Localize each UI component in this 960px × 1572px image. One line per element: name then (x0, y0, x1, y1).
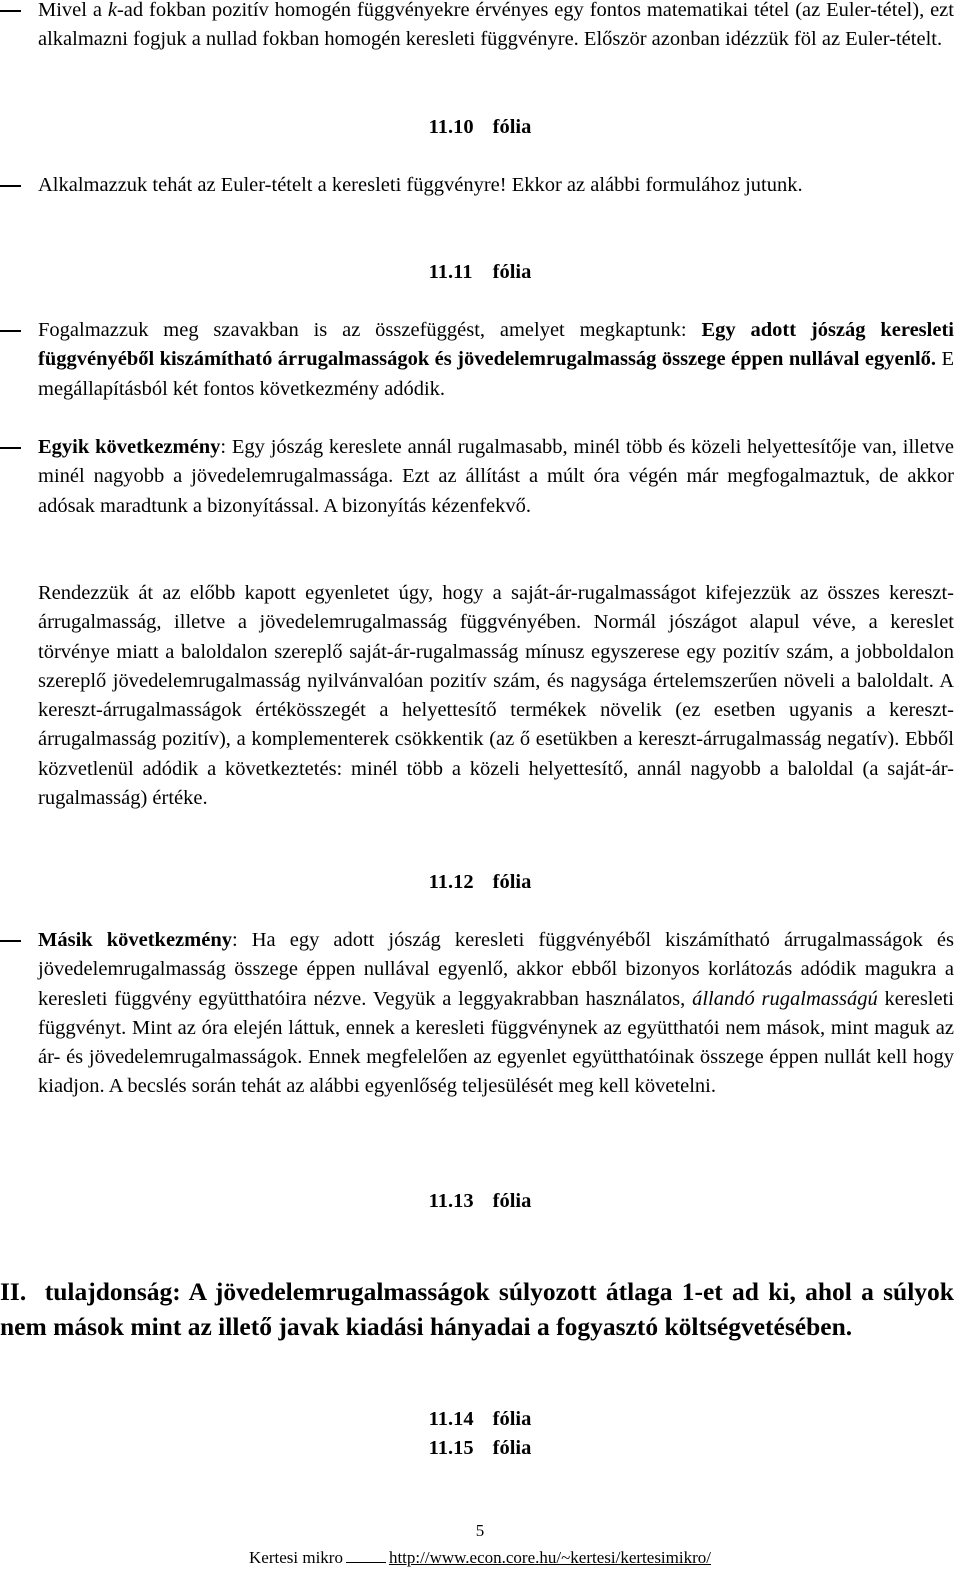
text: Rendezzük át az előbb kapott egyenletet úgy, hogy a saját-ár-rugalmasságot kifejezzük az összes kereszt-árrugalmasság, illetve a jövedelemrugalmasság függvényében. Normál jószágot alapul véve, a kereslet törvénye miatt a baloldalon szereplő saját-ár-rugalmasság mínusz egyszerese egy pozitív szám, a jobboldalon szereplő jövedelemrugalmasság nyilvánvalóan pozitív szám, és nagysága értelemszerűen növeli a baloldalt. A kereszt-árrugalmasságok értékösszegét a helyettesítő termékek növelik (ez esetben ugyanis a kereszt-árrugalmasság pozitív), a komplementerek csökkentik (az ő esetükben a kereszt-árrugalmasság negatív). Ebből közvetlenül adódik a következtetés: minél több a közeli helyettesítő, annál nagyobb a baloldal (a saját-ár-rugalmasság) értéke. (38, 582, 954, 810)
paragraph-summary (38, 316, 954, 404)
slide-label: fólia (492, 261, 532, 283)
slide-label: fólia (492, 1190, 532, 1212)
slide-number: 11.10 (428, 116, 474, 138)
slide-reference-11-12 (0, 868, 960, 897)
slide-label: fólia (492, 1408, 532, 1430)
slide-reference-11-10 (0, 113, 960, 142)
paragraph-euler-intro (38, 0, 954, 55)
page-footer (0, 1546, 960, 1569)
slide-number: 11.11 (428, 261, 473, 283)
text: Mivel a (38, 0, 108, 21)
slide-number: 11.14 (428, 1408, 474, 1430)
page-number: 5 (475, 1521, 485, 1540)
slide-label: fólia (492, 1437, 532, 1459)
paragraph-rearrange (38, 579, 954, 813)
slide-reference-11-11 (0, 258, 960, 287)
slide-number: 11.12 (428, 871, 474, 893)
slide-reference-11-14 (0, 1405, 960, 1434)
footer-separator (346, 1546, 386, 1563)
slide-label: fólia (492, 116, 532, 138)
text: : Egy jószág kereslete annál rugalmasabb, minél több és közeli helyettesítője van, illetve minél nagyobb a jövedelemrugalmassága. Ezt az állítást a múlt óra végén már megfogalmaztuk, de akkor adósak maradtunk a bizonyítással. A bizonyítás kézenfekvő. (38, 436, 954, 517)
bold-heading: Egyik következmény (38, 436, 221, 458)
text: Alkalmazzuk tehát az Euler-tételt a keresleti függvényre! Ekkor az alábbi formulához jutunk. (38, 174, 803, 196)
paragraph-first-consequence (38, 433, 954, 521)
paragraph-apply-euler (38, 171, 954, 200)
slide-reference-11-15 (0, 1434, 960, 1463)
slide-reference-11-13 (0, 1187, 960, 1216)
text: Fogalmazzuk meg szavakban is az összefüggést, amelyet megkaptunk: (38, 319, 702, 341)
footer-text: Kertesi mikro (249, 1548, 343, 1567)
text: -ad fokban pozitív homogén függvényekre érvényes egy fontos matematikai tétel (az Euler-tétel), ezt alkalmazni fogjuk a nullad fokban homogén keresleti függvényre. Először azonban idézzük föl az Euler-tételt. (38, 0, 954, 51)
slide-number: 11.13 (428, 1190, 474, 1212)
text: : Ha egy adott jószág keresleti függvényéből kiszámítható árrugalmasságok és jövedelemrugalmasság összege éppen nullával egyenlő, akkor ebből bizonyos korlátozás adódik magukra a keresleti függvény együtthatóira nézve. Vegyük a leggyakrabban használatos, (38, 929, 954, 1010)
paragraph-second-consequence (38, 926, 954, 1102)
section-roman-numeral: II. (0, 1277, 27, 1306)
text: E megállapításból két fontos következmény adódik. (38, 348, 955, 400)
section-heading (0, 1274, 954, 1344)
bold-heading: Másik következmény (38, 929, 232, 951)
text: keresleti függvényt. Mint az óra elején láttuk, ennek a keresleti függvénynek az együtthatói nem mások, mint maguk az ár- és jövedelemrugalmasságok. Ennek megfelelően az egyenlet együtthatóinak összege éppen nullát kell hogy kiadjon. A becslés során tehát az alábbi egyenlőség teljesülését meg kell követelni. (38, 987, 954, 1098)
italic-variable: k (107, 0, 117, 21)
italic-term: állandó rugalmasságú (692, 987, 878, 1010)
footer-link[interactable]: http://www.econ.core.hu/~kertesi/kertesimikro/ (388, 1548, 711, 1567)
bold-statement: Egy adott jószág keresleti függvényéből kiszámítható árrugalmasságok és jövedelemrugalmasság összege éppen nullával egyenlő. (38, 319, 954, 371)
slide-label: fólia (492, 871, 532, 893)
slide-number: 11.15 (428, 1437, 474, 1459)
section-title-text: tulajdonság: A jövedelemrugalmasságok súlyozott átlaga 1-et ad ki, ahol a súlyok nem mások mint az illető javak kiadási hányadai a fogyasztó költségvetésében. (0, 1277, 954, 1341)
